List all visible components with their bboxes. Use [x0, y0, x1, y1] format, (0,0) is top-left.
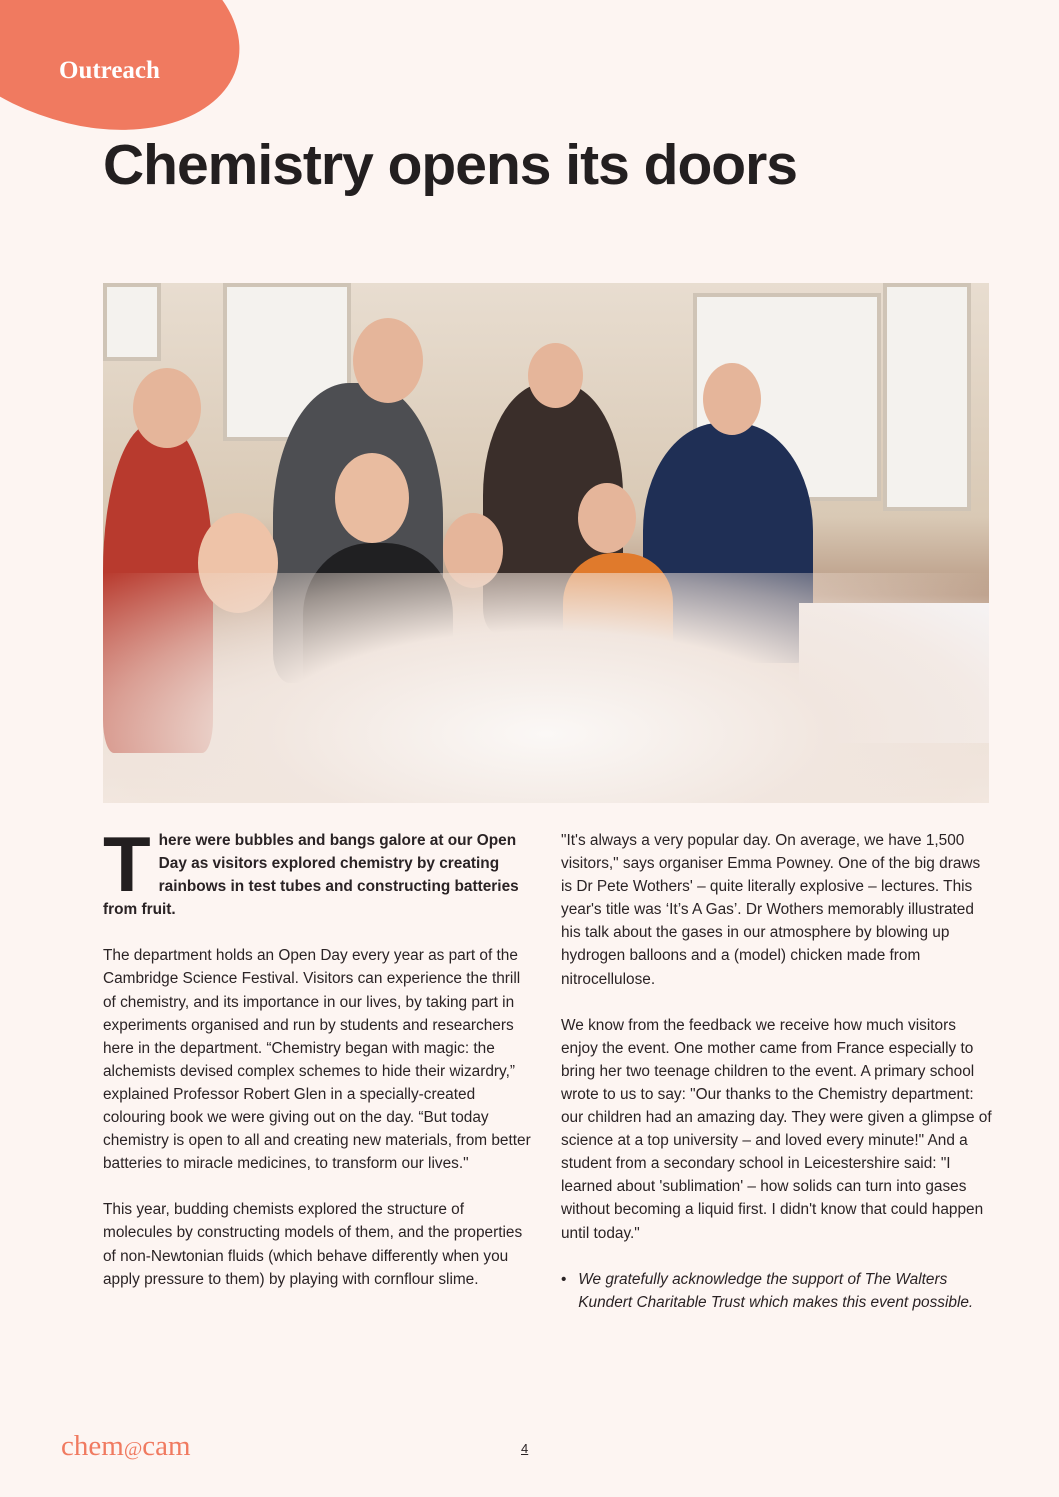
paragraph: The department holds an Open Day every year as part of the Cambridge Science Festival. Visitors can experience the thrill of chemistry, and its importance in our lives, by taking part in experiments organised and run by students and researchers here in the department. “Chemistry began with magic: the alchemists devised complex schemes to hide their wizardry,” explained Professor Robert Glen in a specially-created colouring book we were giving out on the day. “But today chemistry is open to all and creating new materials, from better batteries to miracle medicines, to transform our lives."	[103, 947, 531, 1173]
dry-ice-fog	[103, 573, 989, 803]
page-title: Chemistry opens its doors	[103, 133, 797, 197]
drop-cap: T	[103, 820, 151, 908]
acknowledgement-item	[561, 1268, 993, 1314]
article-lead	[103, 820, 533, 921]
window	[883, 283, 971, 511]
logo-at: @	[123, 1438, 143, 1460]
logo-text: cam	[142, 1430, 191, 1462]
open-day-photo	[103, 283, 989, 803]
chem-at-cam-logo	[61, 1430, 191, 1463]
person-head	[578, 483, 636, 553]
lead-text: here were bubbles and bangs galore at our Open Day as visitors explored chemistry by creating rainbows in test tubes and constructing batteries from fruit.	[103, 832, 519, 919]
person-head	[133, 368, 201, 448]
article-left-column	[103, 820, 533, 1314]
article-right-column	[561, 829, 993, 1314]
acknowledgement-text: We gratefully acknowledge the support of The Walters Kundert Charitable Trust which makes this event possible.	[578, 1270, 974, 1311]
logo-text: chem	[61, 1430, 124, 1462]
page-number[interactable]: 4	[521, 1441, 529, 1456]
paragraph: "It's always a very popular day. On average, we have 1,500 visitors," says organiser Emma Powney. One of the big draws is Dr Pete Wothers' – quite literally explosive – lectures. This year's title was ‘It’s A Gas’. Dr Wothers memorably illustrated his talk about the gases in our atmosphere by blowing up hydrogen balloons and a (model) chicken made from nitrocellulose.	[561, 832, 981, 988]
person-head	[703, 363, 761, 435]
person-head	[528, 343, 583, 408]
person-head	[335, 453, 409, 543]
paragraph: We know from the feedback we receive how much visitors enjoy the event. One mother came from France especially to bring her two teenage children to the event. A primary school wrote to us to say: "Our thanks to the Chemistry department: our children had an amazing day. They were given a glimpse of science at a top university – and loved every minute!" And a student from a secondary school in Leicestershire said: "I learned about 'sublimation' – how solids can turn into gases without becoming a liquid first. I didn't know that could happen until today."	[561, 1016, 992, 1242]
window	[103, 283, 161, 361]
bullet-marker: •	[561, 1270, 567, 1288]
paragraph: This year, budding chemists explored the structure of molecules by constructing models of them, and the properties of non-Newtonian fluids (which behave differently when you apply pressure to them) by playing with cornflour slime.	[103, 1201, 523, 1288]
section-label: Outreach	[59, 57, 160, 84]
person-head	[353, 318, 423, 403]
